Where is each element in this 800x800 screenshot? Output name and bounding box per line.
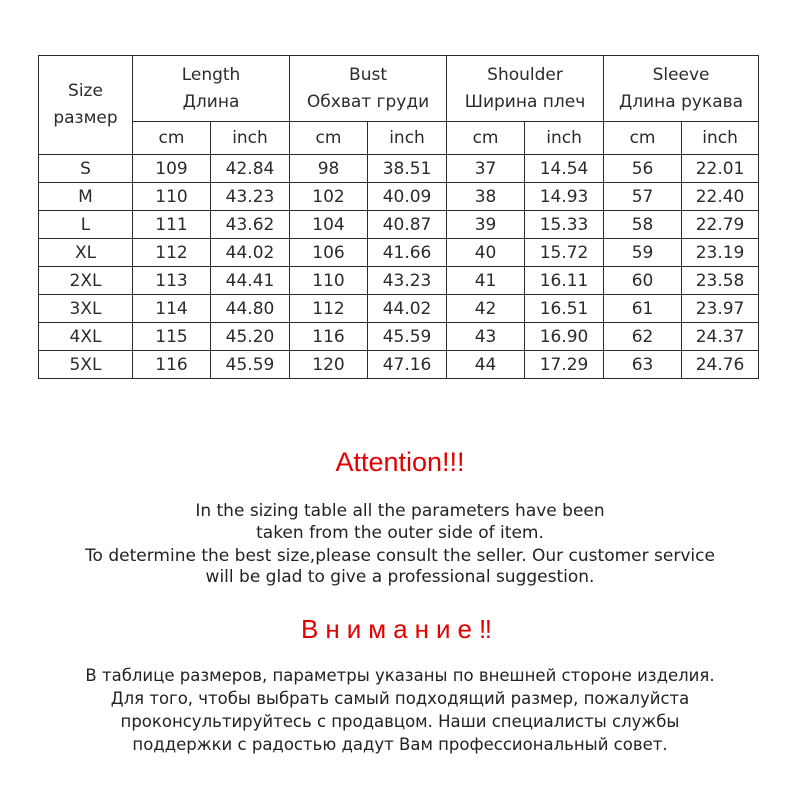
table-cell: 114	[133, 295, 211, 323]
table-cell: 42.84	[211, 155, 290, 183]
table-cell: 120	[290, 351, 368, 379]
table-cell: 110	[290, 267, 368, 295]
table-cell: 115	[133, 323, 211, 351]
table-cell: 44.80	[211, 295, 290, 323]
table-cell: 41.66	[368, 239, 447, 267]
table-cell: 56	[604, 155, 682, 183]
size-header-ru: размер	[53, 108, 118, 128]
table-cell: 45.59	[211, 351, 290, 379]
table-cell: 43.23	[368, 267, 447, 295]
table-cell: 24.37	[682, 323, 759, 351]
note-line: will be glad to give a professional suggestion.	[205, 567, 595, 587]
table-cell: 111	[133, 211, 211, 239]
table-cell: 45.59	[368, 323, 447, 351]
table-cell: 113	[133, 267, 211, 295]
table-cell: 23.97	[682, 295, 759, 323]
table-cell: 43	[447, 323, 525, 351]
table-cell: 110	[133, 183, 211, 211]
table-cell: 43.23	[211, 183, 290, 211]
table-cell: 16.11	[525, 267, 604, 295]
table-cell: 14.54	[525, 155, 604, 183]
table-cell: 22.01	[682, 155, 759, 183]
note-line: Для того, чтобы выбрать самый подходящий размер, пожалуйста	[110, 689, 690, 708]
size-label-cell: XL	[39, 239, 133, 267]
table-cell: 44	[447, 351, 525, 379]
table-cell: 62	[604, 323, 682, 351]
table-cell: 109	[133, 155, 211, 183]
table-cell: 14.93	[525, 183, 604, 211]
table-cell: 116	[290, 323, 368, 351]
unit-header: inch	[368, 122, 447, 155]
table-cell: 106	[290, 239, 368, 267]
table-cell: 39	[447, 211, 525, 239]
group-header-en: Shoulder	[487, 64, 563, 85]
table-cell: 60	[604, 267, 682, 295]
note-line: проконсультируйтесь с продавцом. Наши специалисты службы	[120, 712, 680, 731]
table-row	[39, 295, 759, 323]
table-cell: 44.02	[211, 239, 290, 267]
group-header-en: Sleeve	[652, 64, 710, 85]
table-cell: 57	[604, 183, 682, 211]
table-cell: 16.90	[525, 323, 604, 351]
attention-note-ru	[0, 664, 800, 756]
unit-header: cm	[604, 122, 682, 155]
group-header-sleeve	[604, 56, 759, 122]
table-cell: 40.87	[368, 211, 447, 239]
unit-header: cm	[290, 122, 368, 155]
table-cell: 40	[447, 239, 525, 267]
table-cell: 15.72	[525, 239, 604, 267]
table-cell: 61	[604, 295, 682, 323]
table-cell: 43.62	[211, 211, 290, 239]
note-line: In the sizing table all the parameters have been	[195, 501, 605, 521]
size-label-cell: L	[39, 211, 133, 239]
table-cell: 40.09	[368, 183, 447, 211]
table-row	[39, 183, 759, 211]
table-cell: 42	[447, 295, 525, 323]
table-cell: 102	[290, 183, 368, 211]
size-label-cell: 4XL	[39, 323, 133, 351]
table-cell: 38	[447, 183, 525, 211]
table-cell: 24.76	[682, 351, 759, 379]
group-header-ru: Обхват груди	[306, 91, 430, 112]
table-cell: 98	[290, 155, 368, 183]
group-header-en: Bust	[349, 64, 387, 85]
table-cell: 22.79	[682, 211, 759, 239]
table-row	[39, 351, 759, 379]
table-cell: 22.40	[682, 183, 759, 211]
size-table-body	[39, 155, 759, 379]
size-label-cell: 3XL	[39, 295, 133, 323]
size-header-en: Size	[68, 81, 103, 101]
table-cell: 44.02	[368, 295, 447, 323]
attention-title-ru: Внимание‼	[301, 614, 499, 644]
note-line: taken from the outer side of item.	[256, 523, 544, 543]
table-row	[39, 155, 759, 183]
group-header-shoulder	[447, 56, 604, 122]
attention-note-en-1	[0, 500, 800, 544]
table-cell: 45.20	[211, 323, 290, 351]
size-header	[39, 56, 133, 155]
unit-header: inch	[211, 122, 290, 155]
note-line: В таблице размеров, параметры указаны по внешней стороне изделия.	[85, 666, 715, 685]
table-cell: 23.19	[682, 239, 759, 267]
group-header-en: Length	[181, 64, 241, 85]
table-cell: 104	[290, 211, 368, 239]
size-label-cell: M	[39, 183, 133, 211]
table-cell: 63	[604, 351, 682, 379]
unit-header: cm	[447, 122, 525, 155]
size-label-cell: S	[39, 155, 133, 183]
unit-header: cm	[133, 122, 211, 155]
table-cell: 44.41	[211, 267, 290, 295]
group-header-bust	[290, 56, 447, 122]
size-table	[38, 55, 759, 379]
table-cell: 59	[604, 239, 682, 267]
unit-header: inch	[525, 122, 604, 155]
note-line: поддержки с радостью дадут Вам профессиональный совет.	[132, 735, 668, 754]
note-line: To determine the best size,please consult the seller. Our customer service	[85, 546, 715, 566]
table-row	[39, 267, 759, 295]
table-row	[39, 211, 759, 239]
size-label-cell: 2XL	[39, 267, 133, 295]
table-cell: 17.29	[525, 351, 604, 379]
table-row	[39, 323, 759, 351]
table-cell: 47.16	[368, 351, 447, 379]
table-cell: 58	[604, 211, 682, 239]
group-header-ru: Длина рукава	[618, 91, 744, 112]
unit-row	[39, 122, 759, 155]
table-cell: 16.51	[525, 295, 604, 323]
table-cell: 37	[447, 155, 525, 183]
size-label-cell: 5XL	[39, 351, 133, 379]
attention-note-en-2	[0, 546, 800, 588]
table-cell: 112	[290, 295, 368, 323]
unit-header: inch	[682, 122, 759, 155]
group-header-ru: Длина	[182, 91, 240, 112]
table-cell: 15.33	[525, 211, 604, 239]
table-cell: 38.51	[368, 155, 447, 183]
group-header-ru: Ширина плеч	[464, 91, 586, 112]
table-cell: 112	[133, 239, 211, 267]
table-cell: 41	[447, 267, 525, 295]
table-cell: 116	[133, 351, 211, 379]
table-row	[39, 239, 759, 267]
table-cell: 23.58	[682, 267, 759, 295]
attention-title-en: Attention!!!	[335, 447, 465, 477]
group-header-length	[133, 56, 290, 122]
